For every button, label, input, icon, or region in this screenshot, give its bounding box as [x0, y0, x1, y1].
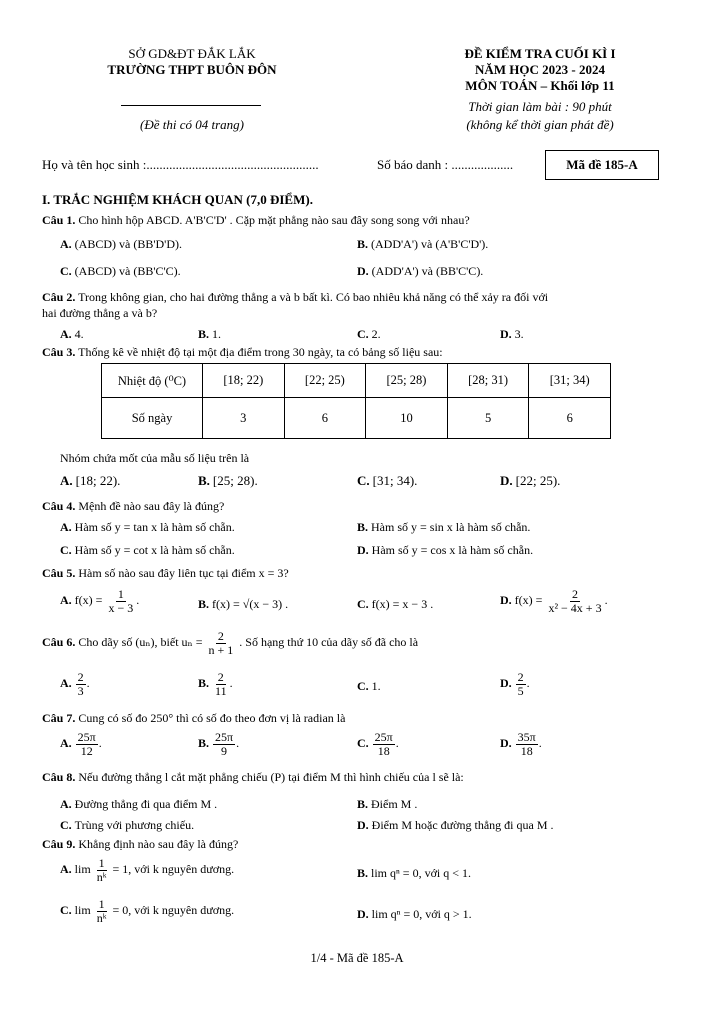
- table-cell: [31; 34): [529, 364, 611, 398]
- q6-text: Cho dãy số (uₙ), biết uₙ =: [78, 634, 203, 649]
- school-name: TRƯỜNG THPT BUÔN ĐÔN: [107, 62, 277, 77]
- q2-option-c: C. 2.: [357, 327, 381, 341]
- q8-option-b: B. Điểm M .: [357, 797, 418, 811]
- q6-option-d: D. $\frac{2}{5}$ .: [500, 670, 530, 698]
- q9-number: Câu 9.: [42, 837, 76, 851]
- time-limit: Thời gian làm bài : 90 phút: [468, 99, 612, 114]
- exam-title: ĐỀ KIỂM TRA CUỐI KÌ I: [464, 46, 616, 61]
- q1-option-c: C. (ABCD) và (BB'C'C).: [60, 264, 181, 278]
- question-4: [42, 499, 224, 514]
- q4-text: Mệnh đề nào sau đây là đúng?: [78, 499, 225, 513]
- q1-option-a: A. (ABCD) và (BB'D'D).: [60, 237, 182, 251]
- q9-text: Khẳng định nào sau đây là đúng?: [78, 837, 239, 851]
- q9-option-b: B. lim qⁿ = 0, với q < 1.: [357, 866, 472, 880]
- table-row: [102, 364, 611, 398]
- q8-option-a: A. Đường thẳng đi qua điểm M .: [60, 797, 218, 811]
- q5-option-d: D. f(x) = $\frac{2}{\text{x² − 4x + 3}}$ .: [500, 587, 608, 615]
- q6-number: Câu 6.: [42, 634, 76, 649]
- section-title: I. TRẮC NGHIỆM KHÁCH QUAN (7,0 ĐIỂM).: [42, 192, 313, 207]
- table-cell: 6: [529, 398, 611, 439]
- q1-text: Cho hình hộp ABCD. A'B'C'D' . Cặp mặt phẳng nào sau đây song song với nhau?: [78, 213, 470, 227]
- subject: MÔN TOÁN – Khối lớp 11: [465, 78, 615, 93]
- q4-option-b: B. Hàm số y = sin x là hàm số chẵn.: [357, 520, 531, 534]
- q2-number: Câu 2.: [42, 290, 76, 304]
- q9-option-d: D. lim qⁿ = 0, với q > 1.: [357, 907, 472, 921]
- question-6: [42, 630, 418, 656]
- q2-text: Trong không gian, cho hai đường thẳng a và b bất kì. Có bao nhiêu khả năng có thể xảy ra đối với: [78, 290, 549, 304]
- table-cell: 3: [203, 398, 285, 439]
- page-footer: 1/4 - Mã đề 185-A: [310, 951, 404, 965]
- q5-option-b: B. f(x) = √(x − 3) .: [198, 597, 289, 611]
- q7-option-d: D. $\frac{35\pi}{18}$ .: [500, 730, 542, 758]
- table-header-cell: Số ngày: [102, 398, 203, 439]
- q7-text: Cung có số đo 250° thì có số đo theo đơn vị là radian là: [78, 711, 346, 725]
- q5-text: Hàm số nào sau đây liên tục tại điểm x = 3?: [78, 566, 289, 580]
- q7-option-a: A. $\frac{25\pi}{12}$ .: [60, 730, 102, 758]
- q7-option-c: C. $\frac{25\pi}{18}$ .: [357, 730, 399, 758]
- table-row: [102, 398, 611, 439]
- q2-option-b: B. 1.: [198, 327, 222, 341]
- question-3: [42, 345, 443, 360]
- q6-option-c: C. 1.: [357, 679, 381, 693]
- q6-option-b: B. $\frac{2}{11}$ .: [198, 670, 233, 698]
- q3-text-followup: Nhóm chứa mốt của mẫu số liệu trên là: [60, 451, 250, 465]
- question-7: [42, 711, 345, 726]
- student-name-field: Họ và tên học sinh :.....................................................: [42, 157, 319, 172]
- table-cell: [28; 31): [447, 364, 529, 398]
- q4-number: Câu 4.: [42, 499, 76, 513]
- q7-option-b: B. $\frac{25\pi}{9}$ .: [198, 730, 240, 758]
- question-9: [42, 837, 238, 852]
- q1-number: Câu 1.: [42, 213, 76, 227]
- q4-option-a: A. Hàm số y = tan x là hàm số chẵn.: [60, 520, 235, 534]
- question-8: [42, 770, 464, 785]
- temperature-table: [101, 363, 611, 439]
- table-cell: 5: [447, 398, 529, 439]
- table-cell: [25; 28): [366, 364, 448, 398]
- school-year: NĂM HỌC 2023 - 2024: [475, 62, 605, 77]
- time-note: (không kể thời gian phát đề): [466, 117, 614, 132]
- q8-option-d: D. Điểm M hoặc đường thẳng đi qua M .: [357, 818, 554, 832]
- table-cell: 10: [366, 398, 448, 439]
- q7-number: Câu 7.: [42, 711, 76, 725]
- q2-option-a: A. 4.: [60, 327, 84, 341]
- q9-option-c: C. lim $\frac{1}{\text{nᵏ}}$ = 0, với k nguyên dương.: [60, 897, 235, 925]
- q5-option-c: C. f(x) = x − 3 .: [357, 597, 434, 611]
- q2-option-d: D. 3.: [500, 327, 524, 341]
- q9-option-a: A. lim $\frac{1}{\text{nᵏ}}$ = 1, với k nguyên dương.: [60, 856, 235, 884]
- q3-option-c: C. [31; 34).: [357, 473, 418, 488]
- fraction: $\frac{1}{x - 3}$: [108, 587, 134, 615]
- fraction: $\frac{2}{n + 1}$: [208, 629, 234, 657]
- q1-option-d: D. (ADD'A') và (BB'C'C).: [357, 264, 484, 278]
- question-2: [42, 290, 548, 305]
- q8-option-c: C. Trùng với phương chiếu.: [60, 818, 195, 832]
- q2-text-line2: hai đường thẳng a và b?: [42, 306, 158, 320]
- q8-number: Câu 8.: [42, 770, 76, 784]
- question-5: [42, 566, 289, 581]
- table-cell: [22; 25): [284, 364, 366, 398]
- exam-code: Mã đề 185-A: [566, 157, 638, 172]
- q5-number: Câu 5.: [42, 566, 76, 580]
- q4-option-d: D. Hàm số y = cos x là hàm số chẵn.: [357, 543, 534, 557]
- exam-code-box: [545, 150, 659, 180]
- q5-option-a: A. f(x) = $\frac{1}{x - 3}$ .: [60, 587, 140, 615]
- page-count-note: (Đề thi có 04 trang): [140, 117, 244, 132]
- q3-option-d: D. [22; 25).: [500, 473, 561, 488]
- q3-text: Thống kê về nhiệt độ tại một địa điểm trong 30 ngày, ta có bảng số liệu sau:: [78, 345, 443, 359]
- q3-option-a: A. [18; 22).: [60, 473, 121, 488]
- table-cell: [18; 22): [203, 364, 285, 398]
- table-cell: 6: [284, 398, 366, 439]
- q3-number: Câu 3.: [42, 345, 76, 359]
- q8-text: Nếu đường thẳng l cắt mặt phẳng chiếu (P) tại điểm M thì hình chiếu của l sẽ là:: [78, 770, 464, 784]
- question-1: [42, 213, 470, 228]
- q6-text-end: . Số hạng thứ 10 của dãy số đã cho là: [239, 634, 419, 649]
- q3-option-b: B. [25; 28).: [198, 473, 258, 488]
- fraction: $\frac{2}{\text{x² − 4x + 3}}$: [548, 587, 602, 615]
- school-dept: SỞ GD&ĐT ĐẮK LẮK: [128, 46, 256, 61]
- q6-option-a: A. $\frac{2}{3}$ .: [60, 670, 90, 698]
- table-header-cell: Nhiệt độ (⁰C): [102, 364, 203, 398]
- student-id-field: Số báo danh : ...................: [377, 157, 514, 172]
- q1-option-b: B. (ADD'A') và (A'B'C'D').: [357, 237, 489, 251]
- q4-option-c: C. Hàm số y = cot x là hàm số chẵn.: [60, 543, 235, 557]
- header-divider: [121, 105, 261, 106]
